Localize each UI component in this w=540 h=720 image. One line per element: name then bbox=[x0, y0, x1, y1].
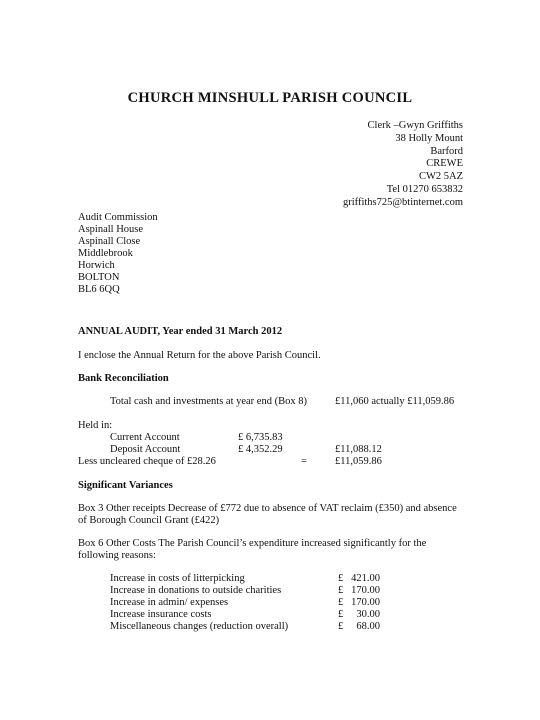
clerk-locality: Barford bbox=[430, 145, 463, 157]
recipient-line: Aspinall House bbox=[78, 224, 144, 235]
total-cash-value: £11,060 actually £11,059.86 bbox=[335, 396, 455, 407]
clerk-postcode: CW2 5AZ bbox=[418, 171, 463, 183]
variance-currency: £ bbox=[338, 585, 344, 596]
variance-label: Increase insurance costs bbox=[110, 609, 212, 620]
variance-label: Miscellaneous changes (reduction overall) bbox=[110, 621, 289, 632]
clerk-town: CREWE bbox=[426, 158, 463, 170]
recipient-line: BOLTON bbox=[78, 272, 120, 283]
recipient-line: Audit Commission bbox=[78, 212, 158, 223]
variance-label: Increase in costs of litterpicking bbox=[110, 573, 245, 584]
uncleared-cheque-label: Less uncleared cheque of £28.26 bbox=[78, 456, 216, 467]
recipient-line: BL6 6QQ bbox=[78, 284, 120, 295]
variance-row bbox=[110, 585, 380, 597]
document-title: CHURCH MINSHULL PARISH COUNCIL bbox=[127, 90, 413, 106]
current-account-label: Current Account bbox=[110, 432, 180, 443]
recipient-address-block bbox=[78, 212, 158, 296]
clerk-street: 38 Holly Mount bbox=[395, 132, 463, 144]
significant-variances-heading: Significant Variances bbox=[78, 480, 173, 491]
variance-currency: £ bbox=[338, 597, 344, 608]
clerk-address-block bbox=[343, 120, 463, 210]
recipient-line: Aspinall Close bbox=[78, 236, 141, 247]
variance-row bbox=[110, 597, 380, 609]
variance-row bbox=[110, 573, 380, 585]
held-in-label: Held in: bbox=[78, 420, 113, 431]
clerk-name: Clerk –Gwyn Griffiths bbox=[367, 120, 463, 131]
subject-line: ANNUAL AUDIT, Year ended 31 March 2012 bbox=[78, 326, 283, 337]
intro-paragraph: I enclose the Annual Return for the above Parish Council. bbox=[78, 350, 321, 361]
variance-amount: 30.00 bbox=[356, 609, 380, 620]
recipient-line: Middlebrook bbox=[78, 248, 133, 259]
bank-reconciliation-heading: Bank Reconciliation bbox=[78, 373, 169, 384]
variance-currency: £ bbox=[338, 621, 344, 632]
box3-paragraph: Box 3 Other receipts Decrease of £772 due to absence of VAT reclaim (£350) and absence of Borough Council Grant (£422) bbox=[78, 503, 457, 526]
total-cash-label: Total cash and investments at year end (Box 8) bbox=[110, 396, 307, 407]
variance-amount: 170.00 bbox=[351, 597, 380, 608]
variance-amount: 170.00 bbox=[351, 585, 380, 596]
variance-amount: 421.00 bbox=[351, 573, 380, 584]
variance-amount: 68.00 bbox=[356, 621, 380, 632]
variance-row bbox=[110, 621, 380, 633]
reconciled-total-value: £11,059.86 bbox=[335, 456, 382, 467]
deposit-account-value: £ 4,352.29 bbox=[238, 444, 283, 455]
box6-paragraph: Box 6 Other Costs The Parish Council’s expenditure increased significantly for the following reasons: bbox=[78, 538, 427, 561]
clerk-phone: Tel 01270 653832 bbox=[386, 183, 463, 195]
recipient-line: Horwich bbox=[78, 260, 115, 271]
variance-currency: £ bbox=[338, 609, 344, 620]
variance-label: Increase in admin/ expenses bbox=[110, 597, 229, 608]
clerk-email: griffiths725@btinternet.com bbox=[343, 196, 463, 208]
variance-label: Increase in donations to outside charities bbox=[110, 585, 282, 596]
equals-sign: = bbox=[301, 456, 307, 467]
variance-row bbox=[110, 609, 380, 621]
deposit-total-value: £11,088.12 bbox=[335, 444, 382, 455]
deposit-account-label: Deposit Account bbox=[110, 444, 181, 455]
current-account-value: £ 6,735.83 bbox=[238, 432, 283, 443]
variance-currency: £ bbox=[338, 573, 344, 584]
